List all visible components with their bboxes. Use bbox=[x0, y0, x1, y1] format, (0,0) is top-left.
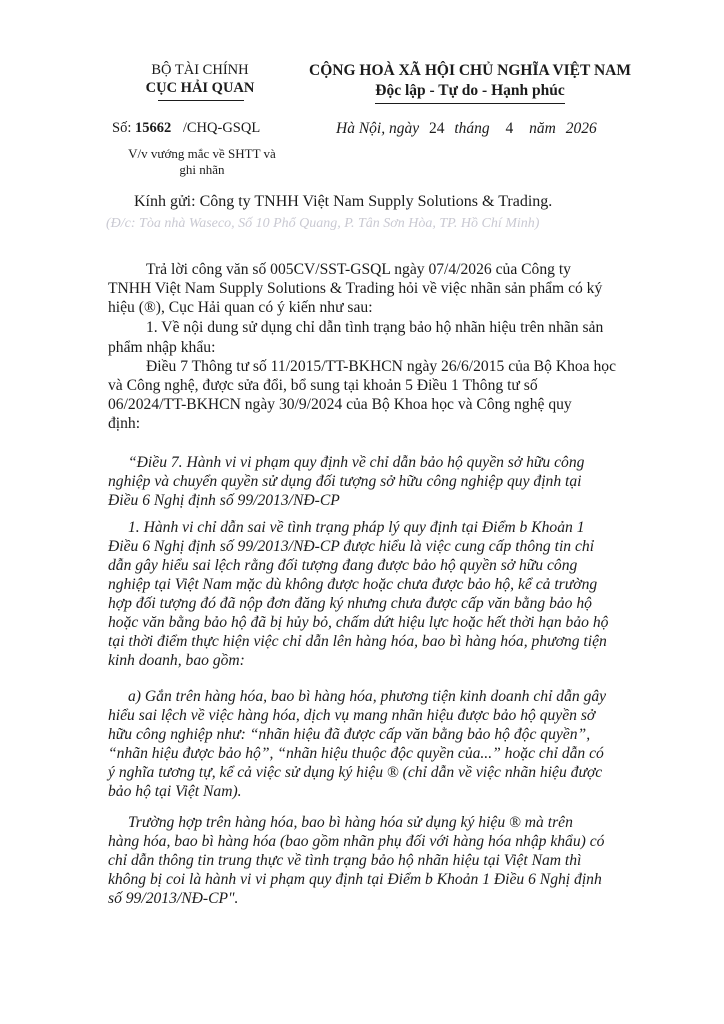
country-name: CỘNG HOÀ XÃ HỘI CHỦ NGHĨA VIỆT NAM bbox=[309, 62, 631, 79]
quote-line: ý nghĩa tương tự, kể cả việc sử dụng ký hiệu ® (chỉ dẫn về việc nhãn hiệu được bbox=[108, 764, 603, 781]
date-place: Hà Nội, ngày bbox=[336, 120, 420, 137]
department-name: CỤC HẢI QUAN bbox=[145, 80, 255, 96]
body-line: TNHH Việt Nam Supply Solutions & Trading hỏi về việc nhãn sản phẩm có ký bbox=[108, 280, 603, 297]
body-line: Trả lời công văn số 005CV/SST-GSQL ngày 07/4/2026 của Công ty bbox=[146, 261, 571, 278]
quote-line: “nhãn hiệu được bảo hộ”, “nhãn hiệu thuộc độc quyền của...” hoặc chỉ dẫn có bbox=[108, 745, 604, 762]
department-underline bbox=[158, 100, 244, 101]
quote-line: hoặc văn bằng bảo hộ đã bị hủy bỏ, chấm dứt hiệu lực hoặc hết thời hạn bảo hộ bbox=[108, 614, 609, 631]
ministry-name: BỘ TÀI CHÍNH bbox=[151, 62, 249, 78]
document-number: 15662 bbox=[134, 120, 172, 136]
date-month: 4 bbox=[505, 120, 514, 137]
quote-line: số 99/2013/NĐ-CP". bbox=[108, 890, 239, 907]
quote-line: hiểu sai lệch về việc hàng hóa, dịch vụ mang nhãn hiệu được bảo hộ quyền sở bbox=[108, 707, 596, 724]
quote-line: hợp đối tượng đó đã nộp đơn đăng ký nhưng chưa được cấp văn bằng bảo hộ bbox=[108, 595, 592, 612]
recipient-line: Kính gửi: Công ty TNHH Việt Nam Supply Solutions & Trading. bbox=[134, 193, 553, 210]
subject-line-1: V/v vướng mắc về SHTT và bbox=[128, 146, 276, 161]
document-date bbox=[336, 120, 597, 138]
body-line: Điều 7 Thông tư số 11/2015/TT-BKHCN ngày 26/6/2015 của Bộ Khoa học bbox=[146, 358, 617, 375]
date-day: 24 bbox=[428, 120, 445, 137]
motto-underline bbox=[375, 103, 565, 104]
body-line: định: bbox=[108, 415, 141, 432]
quote-line: “Điều 7. Hành vi vi phạm quy định về chỉ dẫn bảo hộ quyền sở hữu công bbox=[128, 454, 585, 471]
quote-line: Điều 6 Nghị định số 99/2013/NĐ-CP bbox=[108, 492, 340, 509]
body-line: phẩm nhập khẩu: bbox=[108, 339, 216, 356]
quote-line: bảo hộ tại Việt Nam). bbox=[108, 783, 242, 800]
quote-line: Trường hợp trên hàng hóa, bao bì hàng hóa sử dụng ký hiệu ® mà trên bbox=[128, 814, 573, 831]
quote-line: a) Gắn trên hàng hóa, bao bì hàng hóa, phương tiện kinh doanh chỉ dẫn gây bbox=[128, 688, 607, 705]
date-year-label: năm bbox=[529, 120, 556, 137]
body-line: 1. Về nội dung sử dụng chỉ dẫn tình trạng bảo hộ nhãn hiệu trên nhãn sản bbox=[146, 319, 604, 336]
quote-line: nghiệp tại Việt Nam mặc dù không được hoặc chưa được bảo hộ, kể cả trường bbox=[108, 576, 598, 593]
body-line: hiệu (®), Cục Hải quan có ý kiến như sau: bbox=[108, 299, 373, 316]
recipient-address: (Đ/c: Tòa nhà Waseco, Số 10 Phổ Quang, P. Tân Sơn Hòa, TP. Hồ Chí Minh) bbox=[106, 216, 540, 231]
date-month-label: tháng bbox=[454, 120, 490, 137]
quote-line: Điều 6 Nghị định số 99/2013/NĐ-CP được hiểu là việc cung cấp thông tin chỉ bbox=[108, 538, 595, 555]
date-year: 2026 bbox=[565, 120, 597, 137]
quote-line: 1. Hành vi chỉ dẫn sai về tình trạng pháp lý quy định tại Điểm b Khoản 1 bbox=[128, 519, 585, 536]
quote-line: hàng hóa, bao bì hàng hóa (bao gồm nhãn phụ đối với hàng hóa nhập khẩu) có bbox=[108, 833, 605, 850]
document-code: /CHQ-GSQL bbox=[182, 120, 261, 136]
subject-line-2: ghi nhãn bbox=[179, 162, 225, 177]
document-number-row bbox=[112, 120, 260, 137]
quote-line: kinh doanh, bao gồm: bbox=[108, 652, 245, 669]
national-motto: Độc lập - Tự do - Hạnh phúc bbox=[375, 82, 565, 99]
quote-line: không bị coi là hành vi vi phạm quy định tại Điểm b Khoản 1 Điều 6 Nghị định bbox=[108, 871, 602, 888]
quote-line: hữu công nghiệp như: “nhãn hiệu đã được cấp văn bằng bảo hộ độc quyền”, bbox=[108, 726, 591, 743]
body-line: và Công nghệ, được sửa đổi, bổ sung tại khoản 5 Điều 1 Thông tư số bbox=[108, 377, 538, 394]
document-number-prefix: Số: bbox=[112, 120, 132, 136]
quote-line: tại thời điểm thực hiện việc chỉ dẫn lên hàng hóa, bao bì hàng hóa, phương tiện bbox=[108, 633, 607, 650]
quote-line: nghiệp và chuyển quyền sử dụng đối tượng sở hữu công nghiệp quy định tại bbox=[108, 473, 582, 490]
quote-line: dẫn gây hiểu sai lệch rằng đối tượng đang được bảo hộ quyền sở hữu công bbox=[108, 557, 578, 574]
body-line: 06/2024/TT-BKHCN ngày 30/9/2024 của Bộ Khoa học và Công nghệ quy bbox=[108, 396, 572, 413]
quote-line: chỉ dẫn thông tin trung thực về tình trạng bảo hộ nhãn hiệu tại Việt Nam thì bbox=[108, 852, 582, 869]
